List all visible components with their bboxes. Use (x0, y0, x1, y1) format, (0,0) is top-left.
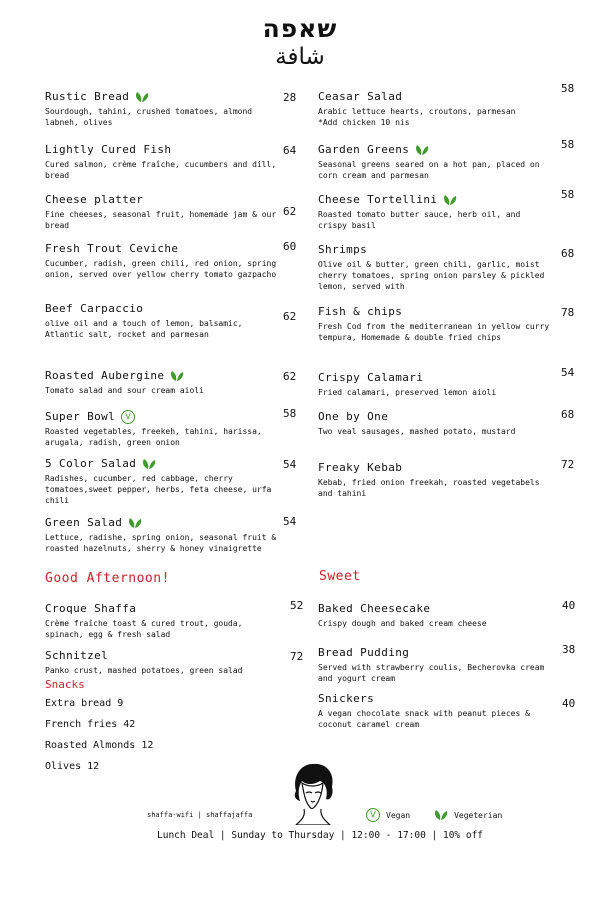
menu-item-name: Roasted Aubergine (45, 369, 165, 382)
snack-price: 42 (123, 719, 136, 730)
menu-item-description: Crispy dough and baked cream cheese (318, 619, 487, 628)
vegetarian-icon (142, 458, 156, 470)
portrait-logo-icon (290, 761, 336, 825)
snack-price: 9 (117, 698, 124, 709)
menu-item (45, 597, 280, 640)
menu-item-name-row (318, 90, 402, 104)
menu-item-description: Arabic lettuce hearts, croutons, parmesan (318, 107, 516, 116)
menu-item (45, 511, 280, 554)
menu-item-name: Garden Greens (318, 143, 410, 156)
menu-item-description: Tomato salad and sour cream aioli (45, 386, 204, 395)
menu-item-name: One by One (318, 410, 389, 423)
menu-item-name: Bread Pudding (318, 646, 410, 659)
sweet-title: Sweet (319, 569, 361, 584)
snack-item (45, 761, 99, 772)
vegetarian-icon (170, 370, 184, 382)
menu-item-price: 64 (283, 144, 297, 157)
vegetarian-legend-icon (434, 809, 448, 821)
menu-item-name-row (45, 242, 178, 256)
menu-item-name: Shrimps (318, 243, 368, 256)
menu-item-name: Cheese platter (45, 193, 144, 206)
menu-item-description: Roasted vegetables, freekeh, tahini, harissa, arugala, radish, green onion (45, 427, 262, 447)
menu-item-name: Fresh Trout Ceviche (45, 242, 179, 255)
menu-item (45, 138, 280, 181)
menu-item-name: 5 Color Salad (45, 457, 137, 470)
snack-item (45, 740, 153, 751)
menu-item-name: Beef Carpaccio (45, 302, 144, 315)
menu-item-name: Croque Shaffa (45, 602, 137, 615)
snack-item (45, 719, 135, 730)
menu-item-note: *Add chicken 10 nis (318, 118, 410, 127)
menu-item-description: Served with strawberry coulis, Becherovka cream and yogurt cream (318, 663, 545, 683)
menu-item-price: 68 (561, 408, 575, 421)
menu-item-name-row (45, 193, 143, 207)
legend (366, 808, 502, 822)
menu-item-price: 54 (283, 515, 297, 528)
menu-item-name-row (45, 410, 135, 424)
menu-item-name: Lightly Cured Fish (45, 143, 172, 156)
menu-item-name: Super Bowl (45, 410, 116, 423)
menu-item (318, 597, 550, 629)
logo-hebrew: שאפה (262, 14, 338, 43)
menu-item-description: Crème fraîche toast & cured trout, gouda, spinach, egg & fresh salad (45, 619, 243, 639)
menu-item (45, 237, 280, 280)
menu-item (45, 452, 280, 506)
menu-item-description: Lettuce, radishe, spring onion, seasonal fruit & roasted hazelnuts, sherry & honey vinaigrette (45, 533, 277, 553)
snack-price: 12 (141, 740, 154, 751)
menu-item (318, 85, 550, 128)
menu-item-name-row (45, 143, 171, 157)
vegetarian-icon (443, 194, 457, 206)
lunch-deal: Lunch Deal | Sunday to Thursday | 12:00 - 17:00 | 10% off (157, 830, 484, 841)
menu-item-price: 60 (283, 240, 297, 253)
menu-item-price: 62 (283, 205, 297, 218)
menu-item-name: Crispy Calamari (318, 371, 424, 384)
menu-item (318, 138, 550, 181)
menu-item-name: Snickers (318, 692, 375, 705)
menu-item-name-row (318, 305, 402, 319)
menu-item-name-row (45, 649, 108, 663)
snack-item (45, 698, 123, 709)
menu-item-description: Panko crust, mashed potatoes, green salad (45, 666, 243, 675)
menu-item-price: 58 (561, 188, 575, 201)
menu-item (45, 85, 280, 128)
menu-item-name: Fish & chips (318, 305, 403, 318)
snacks-title: Snacks (45, 678, 85, 691)
vegan-icon: V (121, 410, 135, 424)
menu-item (318, 366, 550, 398)
logo-arabic: شافة (275, 44, 325, 70)
menu-item-name-row (45, 457, 156, 471)
snack-name: Olives (45, 761, 88, 772)
menu-item-description: Kebab, fried onion freekah, roasted vegetabels and tahini (318, 478, 540, 498)
menu-item (45, 405, 280, 448)
vegan-legend-icon: V (366, 808, 380, 822)
wifi-info: shaffa-wifi | shaffajaffa (147, 811, 253, 819)
vegan-label: Vegan (386, 810, 411, 820)
menu-item-name: Green Salad (45, 516, 123, 529)
menu-item (318, 300, 550, 343)
menu-item-name-row (45, 369, 184, 383)
menu-item-name: Rustic Bread (45, 90, 130, 103)
menu-item-name: Cheese Tortellini (318, 193, 438, 206)
snack-name: French fries (45, 719, 124, 730)
menu-item (318, 188, 550, 231)
menu-item (318, 456, 550, 499)
menu-item-price: 52 (290, 599, 304, 612)
menu-item-price: 54 (561, 366, 575, 379)
menu-item-name-row (318, 461, 402, 475)
menu-item (45, 297, 280, 340)
menu-item-name-row (318, 371, 423, 385)
menu-item (45, 364, 280, 396)
vegetarian-icon (128, 517, 142, 529)
menu-item-name-row (318, 410, 388, 424)
menu-item-price: 54 (283, 458, 297, 471)
menu-item (45, 644, 280, 676)
menu-item-name-row (45, 602, 136, 616)
menu-item-description: Radishes, cucumber, red cabbage, cherry tomatoes,sweet pepper, herbs, feta cheese, urfa chili (45, 474, 272, 505)
menu-item-name-row (318, 692, 374, 706)
afternoon-title: Good Afternoon! (45, 571, 170, 586)
menu-item-name-row (318, 243, 367, 257)
menu-item-description: Fried calamari, preserved lemon aioli (318, 388, 497, 397)
menu-item-name-row (318, 193, 457, 207)
menu-item-description: olive oil and a touch of lemon, balsamic, Atlantic salt, rocket and parmesan (45, 319, 243, 339)
menu-item-price: 58 (283, 407, 297, 420)
menu-item-price: 58 (561, 82, 575, 95)
menu-item-description: Seasonal greens seared on a hot pan, placed on corn cream and parmesan (318, 160, 540, 180)
menu-item-name-row (318, 602, 430, 616)
vegetarian-icon (415, 144, 429, 156)
menu-item-description: Cucumber, radish, green chili, red onion, spring onion, served over yellow cherry tomato gazpacho (45, 259, 277, 279)
menu-item-price: 62 (283, 370, 297, 383)
menu-item (318, 687, 550, 730)
menu-item-description: Sourdough, tahini, crushed tomatoes, almond labneh, olives (45, 107, 253, 127)
menu-item (45, 188, 280, 231)
menu-item-price: 72 (290, 650, 304, 663)
menu-item-price: 58 (561, 138, 575, 151)
menu-item-description: Olive oil & butter, green chili, garlic, moist cherry tomatoes, spring onion parsley & pickled lemon, served with (318, 260, 545, 291)
menu-item-name-row (318, 646, 409, 660)
menu-item-price: 38 (562, 643, 576, 656)
menu-item-description: Fine cheeses, seasonal fruit, homemade jam & our bread (45, 210, 277, 230)
menu-item-description: Cured salmon, crème fraîche, cucumbers and dill, bread (45, 160, 277, 180)
menu-item-price: 40 (562, 599, 576, 612)
snack-price: 12 (87, 761, 100, 772)
menu-item-price: 68 (561, 247, 575, 260)
menu-item (318, 405, 550, 437)
menu-item-price: 78 (561, 306, 575, 319)
menu-item-name-row (45, 90, 149, 104)
menu-item-price: 62 (283, 310, 297, 323)
menu-item-price: 72 (561, 458, 575, 471)
snack-name: Extra bread (45, 698, 118, 709)
menu-item-name-row (45, 516, 142, 530)
menu-item-name: Schnitzel (45, 649, 109, 662)
menu-item-description: Fresh Cod from the mediterranean in yellow curry tempura, Homemade & double fried chips (318, 322, 550, 342)
menu-item-name: Freaky Kebab (318, 461, 403, 474)
menu-item-description: Roasted tomato butter sauce, herb oil, and crispy basil (318, 210, 521, 230)
menu-item (318, 641, 550, 684)
vegetarian-icon (135, 91, 149, 103)
menu-item-name: Baked Cheesecake (318, 602, 431, 615)
menu-item-name-row (45, 302, 143, 316)
snack-name: Roasted Almonds (45, 740, 142, 751)
menu-item-name: Ceasar Salad (318, 90, 403, 103)
menu-item (318, 238, 550, 292)
menu-item-name-row (318, 143, 429, 157)
vegetarian-label: Vegeterian (454, 810, 503, 820)
menu-item-price: 28 (283, 91, 297, 104)
menu-item-price: 40 (562, 697, 576, 710)
menu-item-description: Two veal sausages, mashed potato, mustard (318, 427, 516, 436)
menu-item-description: A vegan chocolate snack with peanut pieces & coconut caramel cream (318, 709, 530, 729)
